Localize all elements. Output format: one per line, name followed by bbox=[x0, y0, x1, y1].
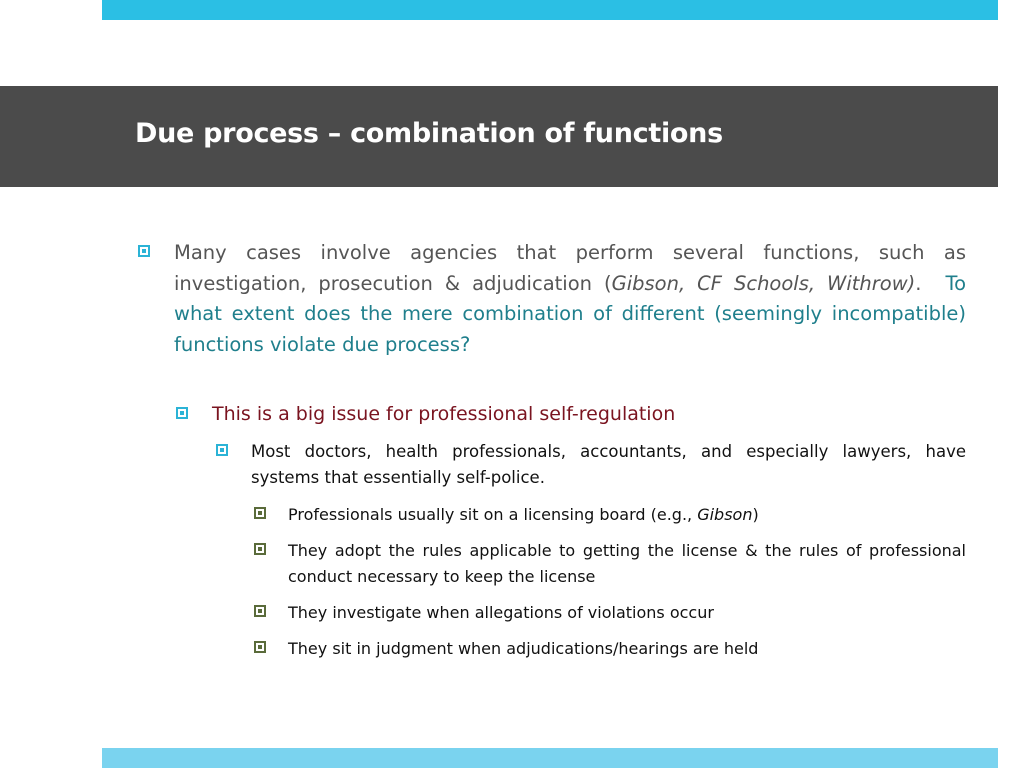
bullet-level1 bbox=[174, 238, 966, 360]
bullet-level1-question: To what extent does the mere combination of different (seemingly incompatible) functions violate due process? bbox=[174, 271, 966, 356]
bullet-level4-item bbox=[288, 636, 966, 662]
square-bullet-icon bbox=[176, 407, 188, 419]
bullet-level2: This is a big issue for professional self-regulation bbox=[212, 403, 676, 425]
case-citations: Gibson, CF Schools, Withrow) bbox=[611, 271, 916, 295]
square-bullet-icon bbox=[254, 507, 266, 519]
bullet-level4-item bbox=[288, 538, 966, 590]
bullet-level4-text: They adopt the rules applicable to getting the license & the rules of professional conduct necessary to keep the license bbox=[288, 541, 966, 586]
square-bullet-icon bbox=[216, 444, 228, 456]
bullet-level4-closing: ) bbox=[752, 505, 759, 524]
bullet-level1-text: Many cases involve agencies that perform several functions, such as investigation, prosecution & adjudication ( bbox=[174, 241, 966, 295]
square-bullet-icon bbox=[138, 245, 150, 257]
bullet-level1-period: . bbox=[915, 271, 922, 295]
case-citation: Gibson bbox=[697, 505, 753, 524]
slide-title: Due process – combination of functions bbox=[135, 118, 723, 149]
bullet-level4-item bbox=[288, 502, 966, 528]
bullet-level4-text: They investigate when allegations of violations occur bbox=[288, 603, 714, 622]
bullet-level4-item bbox=[288, 600, 966, 626]
top-accent-bar bbox=[102, 0, 998, 20]
bullet-level4-text: They sit in judgment when adjudications/hearings are held bbox=[288, 639, 759, 658]
bullet-level4-text: Professionals usually sit on a licensing board (e.g., bbox=[288, 505, 698, 524]
square-bullet-icon bbox=[254, 543, 266, 555]
bullet-level3: Most doctors, health professionals, accountants, and especially lawyers, have systems that essentially self-police. bbox=[251, 442, 966, 487]
square-bullet-icon bbox=[254, 605, 266, 617]
bottom-accent-bar bbox=[102, 748, 998, 768]
square-bullet-icon bbox=[254, 641, 266, 653]
